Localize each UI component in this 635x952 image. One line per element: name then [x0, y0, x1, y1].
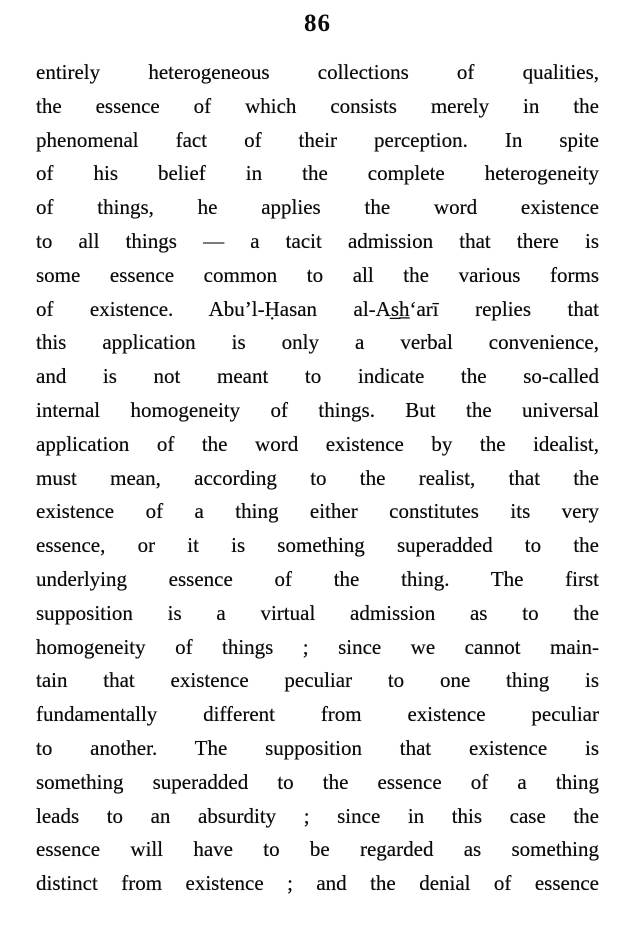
text-line: to another. The supposition that existence is: [36, 735, 599, 760]
text-line: supposition is a virtual admission as to the: [36, 600, 599, 625]
text-line: some essence common to all the various forms: [36, 262, 599, 287]
text-line: tain that existence peculiar to one thing is: [36, 668, 599, 693]
text-line: leads to an absurdity ; since in this case the: [36, 803, 599, 828]
text-line: essence will have to be regarded as something: [36, 837, 599, 862]
text-line: this application is only a verbal convenience,: [36, 330, 599, 355]
text-line: must mean, according to the realist, that the: [36, 465, 599, 490]
text-line: distinct from existence ; and the denial of essence: [36, 871, 599, 896]
text-line: something superadded to the essence of a thing: [36, 769, 599, 794]
text-line: fundamentally different from existence peculiar: [36, 702, 599, 727]
text-line: internal homogeneity of things. But the universal: [36, 397, 599, 422]
text-line: essence, or it is something superadded to the: [36, 533, 599, 558]
text-line: homogeneity of things ; since we cannot main-: [36, 634, 599, 659]
text-block: [36, 56, 599, 901]
text-line: of existence. Abu’l-Ḥasan al-As̲h̲‘arī replies that: [36, 296, 599, 321]
text-line: entirely heterogeneous collections of qualities,: [36, 60, 599, 84]
text-line: the essence of which consists merely in the: [36, 93, 599, 118]
text-line: application of the word existence by the idealist,: [36, 431, 599, 456]
text-line: phenomenal fact of their perception. In spite: [36, 127, 599, 152]
text-line: of his belief in the complete heterogeneity: [36, 161, 599, 186]
page-number: 86: [304, 10, 331, 37]
text-line: of things, he applies the word existence: [36, 195, 599, 220]
text-line: and is not meant to indicate the so-called: [36, 364, 599, 389]
text-line: underlying essence of the thing. The first: [36, 566, 599, 591]
text-line: existence of a thing either constitutes its very: [36, 499, 599, 524]
text-line: to all things — a tacit admission that there is: [36, 228, 599, 253]
